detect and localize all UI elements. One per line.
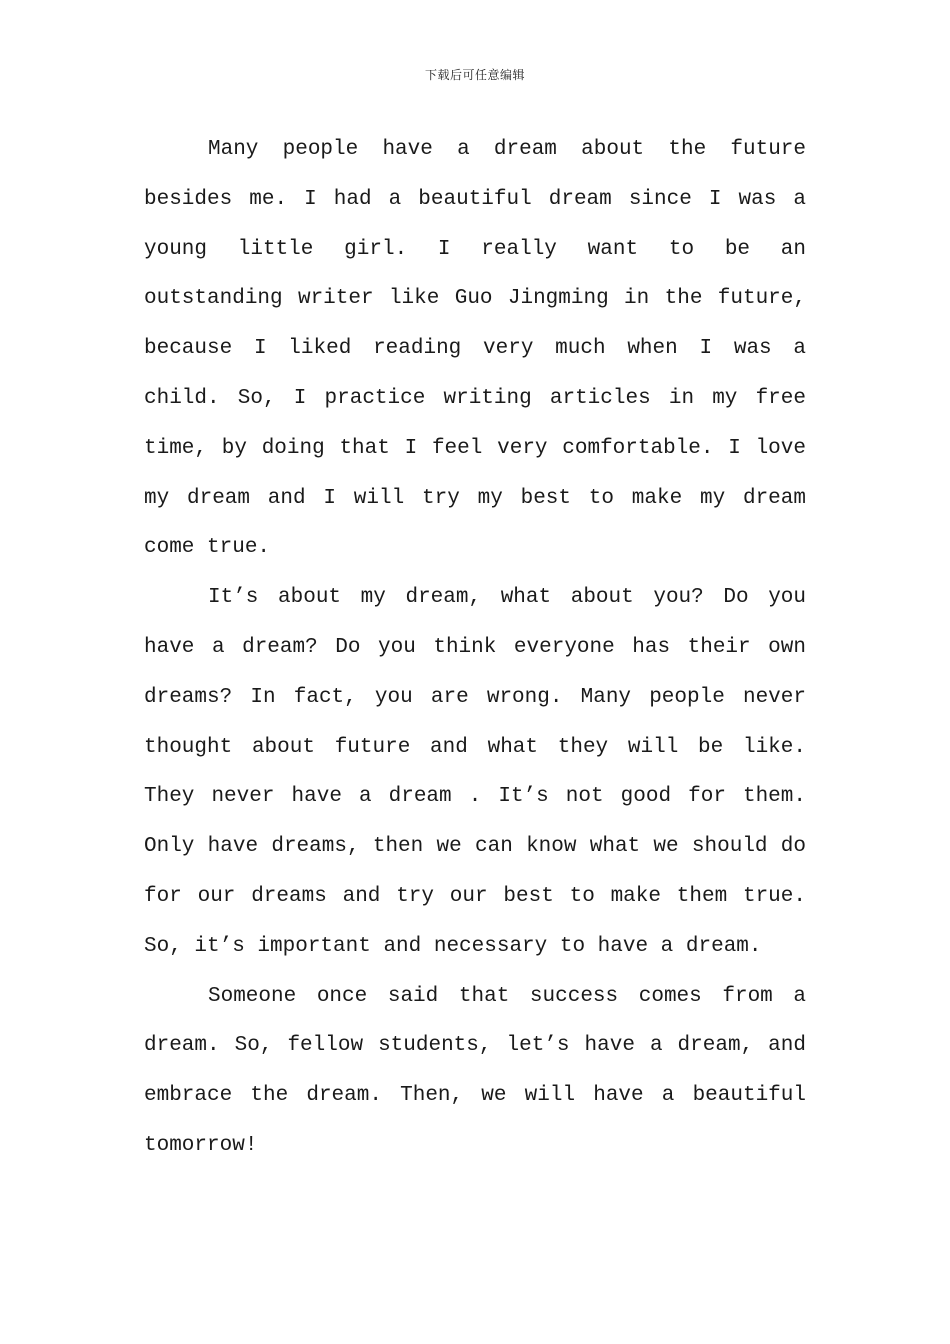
paragraph-1: Many people have a dream about the future besides me. I had a beautiful dream since I was a young little girl. I really want to be an outstanding writer like Guo Jingming in the future, because I liked reading very much when I was a child. So, I practice writing articles in my free time, by doing that I feel very comfortable. I love my dream and I will try my best to make my dream come true.	[144, 138, 806, 560]
paragraph-2: It’s about my dream, what about you? Do you have a dream? Do you think everyone has their own dreams? In fact, you are wrong. Many people never thought about future and what they will be like. They never have a dream . It’s not good for them. Only have dreams, then we can know what we should do for our dreams and try our best to make them true. So, it’s important and necessary to have a dream.	[144, 586, 806, 958]
document-body	[144, 125, 806, 1171]
paragraph-3: Someone once said that success comes from a dream. So, fellow students, let’s have a dream, and embrace the dream. Then, we will have a beautiful tomorrow!	[144, 984, 806, 1157]
page-header: 下载后可任意编辑	[424, 68, 525, 82]
